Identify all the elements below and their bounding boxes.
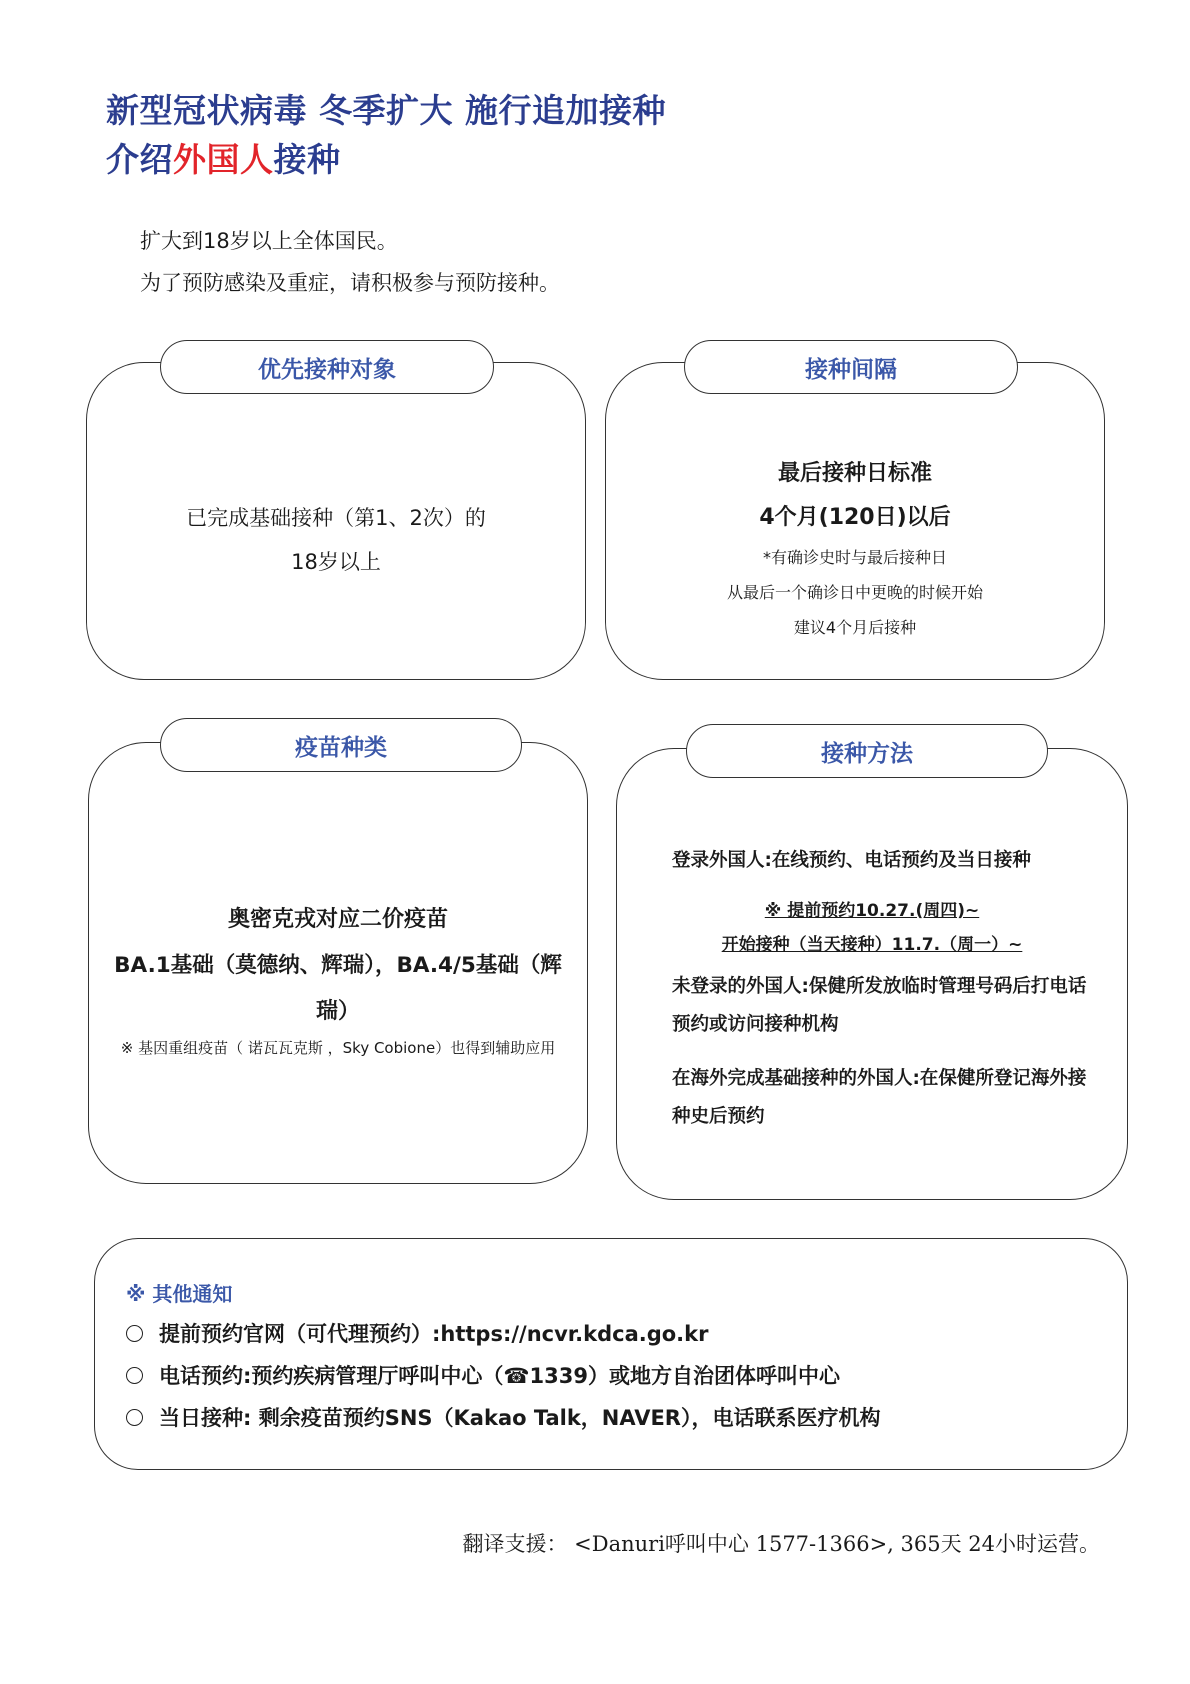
method-text-1: 登录外国人:在线预约、电话预约及当日接种 <box>672 850 1031 871</box>
method-text-7: 种史后预约 <box>672 1106 765 1127</box>
interval-note-2: 从最后一个确诊日中更晚的时候开始 <box>726 583 983 602</box>
target-text-2: 18岁以上 <box>291 550 381 574</box>
intro-line-1: 扩大到18岁以上全体国民。 <box>140 229 398 253</box>
footer-translation-support: 翻译支援： <Danuri呼叫中心 1577-1366>, 365天 24小时运营。 <box>462 1532 1100 1556</box>
notice-item-text: 当日接种: 剩余疫苗预约SNS（Kakao Talk，NAVER），电话联系医疗机构 <box>159 1406 881 1430</box>
circle-bullet-icon <box>126 1409 143 1426</box>
title-line-1: 新型冠状病毒 冬季扩大 施行追加接种 <box>106 91 666 130</box>
interval-note-3: 建议4个月后接种 <box>793 618 917 637</box>
notice-item <box>126 1318 708 1348</box>
method-text-2: ※ 提前预约10.27.(周四)~ <box>764 901 980 921</box>
page-title <box>106 86 666 184</box>
notice-heading: ※ 其他通知 <box>126 1282 233 1306</box>
target-heading: 优先接种对象 <box>160 340 494 394</box>
notice-item-text: 电话预约:预约疾病管理厅呼叫中心（☎1339）或地方自治团体呼叫中心 <box>159 1364 841 1388</box>
circle-bullet-icon <box>126 1367 143 1384</box>
notice-item-text: 提前预约官网（可代理预约）:https://ncvr.kdca.go.kr <box>159 1322 709 1346</box>
vaccine-text-2: BA.1基础（莫德纳、辉瑞），BA.4/5基础（辉 <box>114 953 562 978</box>
target-text-1: 已完成基础接种（第1、2次）的 <box>186 506 486 530</box>
notice-box <box>94 1238 1128 1470</box>
vaccine-heading: 疫苗种类 <box>160 718 522 772</box>
interval-text-1: 最后接种日标准 <box>777 461 932 486</box>
vaccine-text-1: 奥密克戎对应二价疫苗 <box>227 907 448 932</box>
interval-heading: 接种间隔 <box>684 340 1018 394</box>
interval-note-1: *有确诊史时与最后接种日 <box>762 548 947 567</box>
vaccine-text-3: 瑞） <box>315 999 360 1024</box>
title-line-2: 介绍外国人接种 <box>106 140 341 179</box>
circle-bullet-icon <box>126 1325 143 1342</box>
method-text-3: 开始接种（当天接种）11.7.（周一）~ <box>721 935 1023 955</box>
method-text-6: 在海外完成基础接种的外国人:在保健所登记海外接 <box>672 1068 1087 1089</box>
notice-item <box>126 1402 880 1432</box>
method-heading: 接种方法 <box>686 724 1048 778</box>
vaccine-note: ※ 基因重组疫苗（ 诺瓦瓦克斯 ，Sky Cobione）也得到辅助应用 <box>120 1039 556 1057</box>
notice-item <box>126 1360 840 1390</box>
method-text-4: 未登录的外国人:保健所发放临时管理号码后打电话 <box>672 976 1087 997</box>
intro-line-2: 为了预防感染及重症，请积极参与预防接种。 <box>140 271 560 295</box>
interval-text-2: 4个月(120日)以后 <box>759 505 951 530</box>
method-text-5: 预约或访问接种机构 <box>672 1014 839 1035</box>
